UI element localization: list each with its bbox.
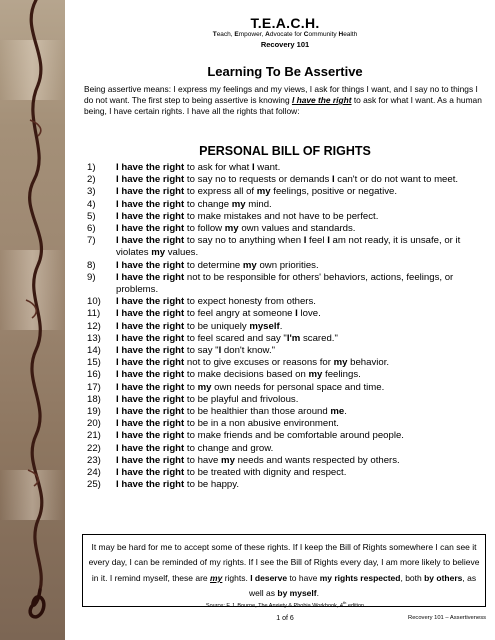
right-lead: I have the right: [116, 442, 185, 454]
right-item: 19) I have the right to be healthier than those around me.: [87, 406, 347, 418]
right-item: 14) I have the right to say "I don't know.": [87, 345, 276, 357]
intro-paragraph: [84, 84, 484, 117]
right-lead: I have the right: [116, 223, 185, 235]
swirl-ornament-icon: [0, 0, 65, 640]
right-item: 10) I have the right to expect honesty from others.: [87, 296, 316, 308]
right-item: 8) I have the right to determine my own priorities.: [87, 259, 319, 271]
right-item: 23) I have the right to have my needs and wants respected by others.: [87, 454, 400, 466]
program-name: Recovery 101: [260, 40, 310, 49]
right-lead: I have the right: [116, 381, 185, 393]
right-number: 10): [87, 296, 101, 308]
right-item: 17) I have the right to my own needs for personal space and time.: [87, 381, 385, 393]
right-lead: I have the right: [116, 418, 185, 430]
right-item: 5) I have the right to make mistakes and not have to be perfect.: [87, 210, 379, 222]
right-item: 24) I have the right to be treated with dignity and respect.: [87, 467, 347, 479]
right-number: 13): [87, 332, 101, 344]
right-lead: I have the right: [116, 259, 185, 271]
right-lead: I have the right: [116, 235, 185, 247]
right-lead: I have the right: [116, 162, 185, 173]
right-item: 1) I have the right to ask for what I want.: [87, 162, 281, 173]
right-number: 24): [87, 467, 101, 479]
right-item: 11) I have the right to feel angry at someone I love.: [87, 308, 321, 320]
decorative-sidebar-image: [0, 0, 65, 640]
right-item: 18) I have the right to be playful and frivolous.: [87, 393, 299, 405]
right-lead: I have the right: [116, 271, 185, 283]
right-lead: I have the right: [116, 174, 185, 186]
page-number: 1 of 6: [276, 615, 294, 622]
right-number: 3): [87, 186, 96, 198]
right-number: 2): [87, 174, 96, 186]
right-number: 19): [87, 406, 101, 418]
right-lead: I have the right: [116, 467, 185, 479]
right-number: 16): [87, 369, 101, 381]
right-lead: I have the right: [116, 210, 185, 222]
right-lead: I have the right: [116, 320, 185, 332]
intro-text-before: Being assertive means: I express my feelings and my views, I ask for things I want, and I say no to things I do not want. The first step to being assertive is knowing: [84, 84, 478, 106]
right-number: 14): [87, 345, 101, 357]
bill-of-rights-title: PERSONAL BILL OF RIGHTS: [199, 144, 371, 158]
right-number: 11): [87, 308, 101, 320]
page-heading: Learning To Be Assertive: [207, 64, 363, 79]
right-number: 1): [87, 162, 96, 173]
right-lead: I have the right: [116, 198, 185, 210]
right-number: 20): [87, 418, 101, 430]
right-number: 22): [87, 442, 101, 454]
right-item: 12) I have the right to be uniquely myself.: [87, 320, 283, 332]
right-number: 5): [87, 210, 96, 222]
right-item: 6) I have the right to follow my own values and standards.: [87, 223, 356, 235]
right-lead: I have the right: [116, 454, 185, 466]
right-number: 15): [87, 357, 101, 369]
right-item: 15) I have the right not to give excuses or reasons for my behavior.: [87, 357, 390, 369]
right-item: 4) I have the right to change my mind.: [87, 198, 272, 210]
right-item: 21) I have the right to make friends and be comfortable around people.: [87, 430, 404, 442]
right-number: 7): [87, 235, 96, 247]
intro-text-after: to ask for what I want. As a human being, I have certain rights. I have all the rights that follow:: [84, 95, 482, 117]
reminder-note-box: It may be hard for me to accept some of these rights. If I keep the Bill of Rights somewhere I can see it every day, I can be reminded of my rights. If I see the Bill of Rights every day, I am more likely to believe in it. I remind myself, these are my rights. I deserve to have my rights respected, both by others, as well as by myself.: [82, 534, 486, 607]
rights-list: [84, 162, 486, 491]
footer-doc-label: Recovery 101 – Assertiveness: [408, 615, 486, 621]
right-lead: I have the right: [116, 345, 185, 357]
right-number: 4): [87, 198, 96, 210]
right-number: 17): [87, 381, 101, 393]
org-subtitle: Teach, Empower, Advocate for Community Health: [212, 31, 358, 38]
org-title: T.E.A.C.H.: [250, 15, 320, 31]
right-item: 9) I have the right not to be responsible for others' behaviors, actions, feelings, or problems.: [87, 271, 454, 296]
right-lead: I have the right: [116, 186, 185, 198]
right-lead: I have the right: [116, 357, 185, 369]
right-lead: I have the right: [116, 430, 185, 442]
right-number: 12): [87, 320, 101, 332]
right-item: 7) I have the right to say no to anything when I feel I am not ready, it is unsafe, or it violates my values.: [87, 235, 461, 259]
right-number: 18): [87, 393, 101, 405]
right-number: 6): [87, 223, 96, 235]
source-citation: Source: E.J. Bourne, The Anxiety & Phobia Workbook, 4th edition: [205, 600, 365, 609]
right-lead: I have the right: [116, 308, 185, 320]
right-item: 20) I have the right to be in a non abusive environment.: [87, 418, 339, 430]
right-item: 16) I have the right to make decisions based on my feelings.: [87, 369, 361, 381]
right-lead: I have the right: [116, 479, 185, 491]
intro-highlight: I have the right: [291, 95, 352, 106]
right-number: 8): [87, 259, 96, 271]
right-item: 22) I have the right to change and grow.: [87, 442, 274, 454]
right-item: 25) I have the right to be happy.: [87, 479, 240, 491]
right-item: 2) I have the right to say no to requests or demands I can't or do not want to meet.: [87, 174, 459, 186]
right-number: 25): [87, 479, 101, 491]
right-number: 23): [87, 454, 101, 466]
right-lead: I have the right: [116, 296, 185, 308]
right-lead: I have the right: [116, 369, 185, 381]
right-lead: I have the right: [116, 393, 185, 405]
right-lead: I have the right: [116, 332, 185, 344]
right-number: 9): [87, 271, 96, 283]
right-item: 13) I have the right to feel scared and say "I'm scared.": [87, 332, 338, 344]
right-number: 21): [87, 430, 101, 442]
right-item: 3) I have the right to express all of my feelings, positive or negative.: [87, 186, 398, 198]
right-lead: I have the right: [116, 406, 185, 418]
